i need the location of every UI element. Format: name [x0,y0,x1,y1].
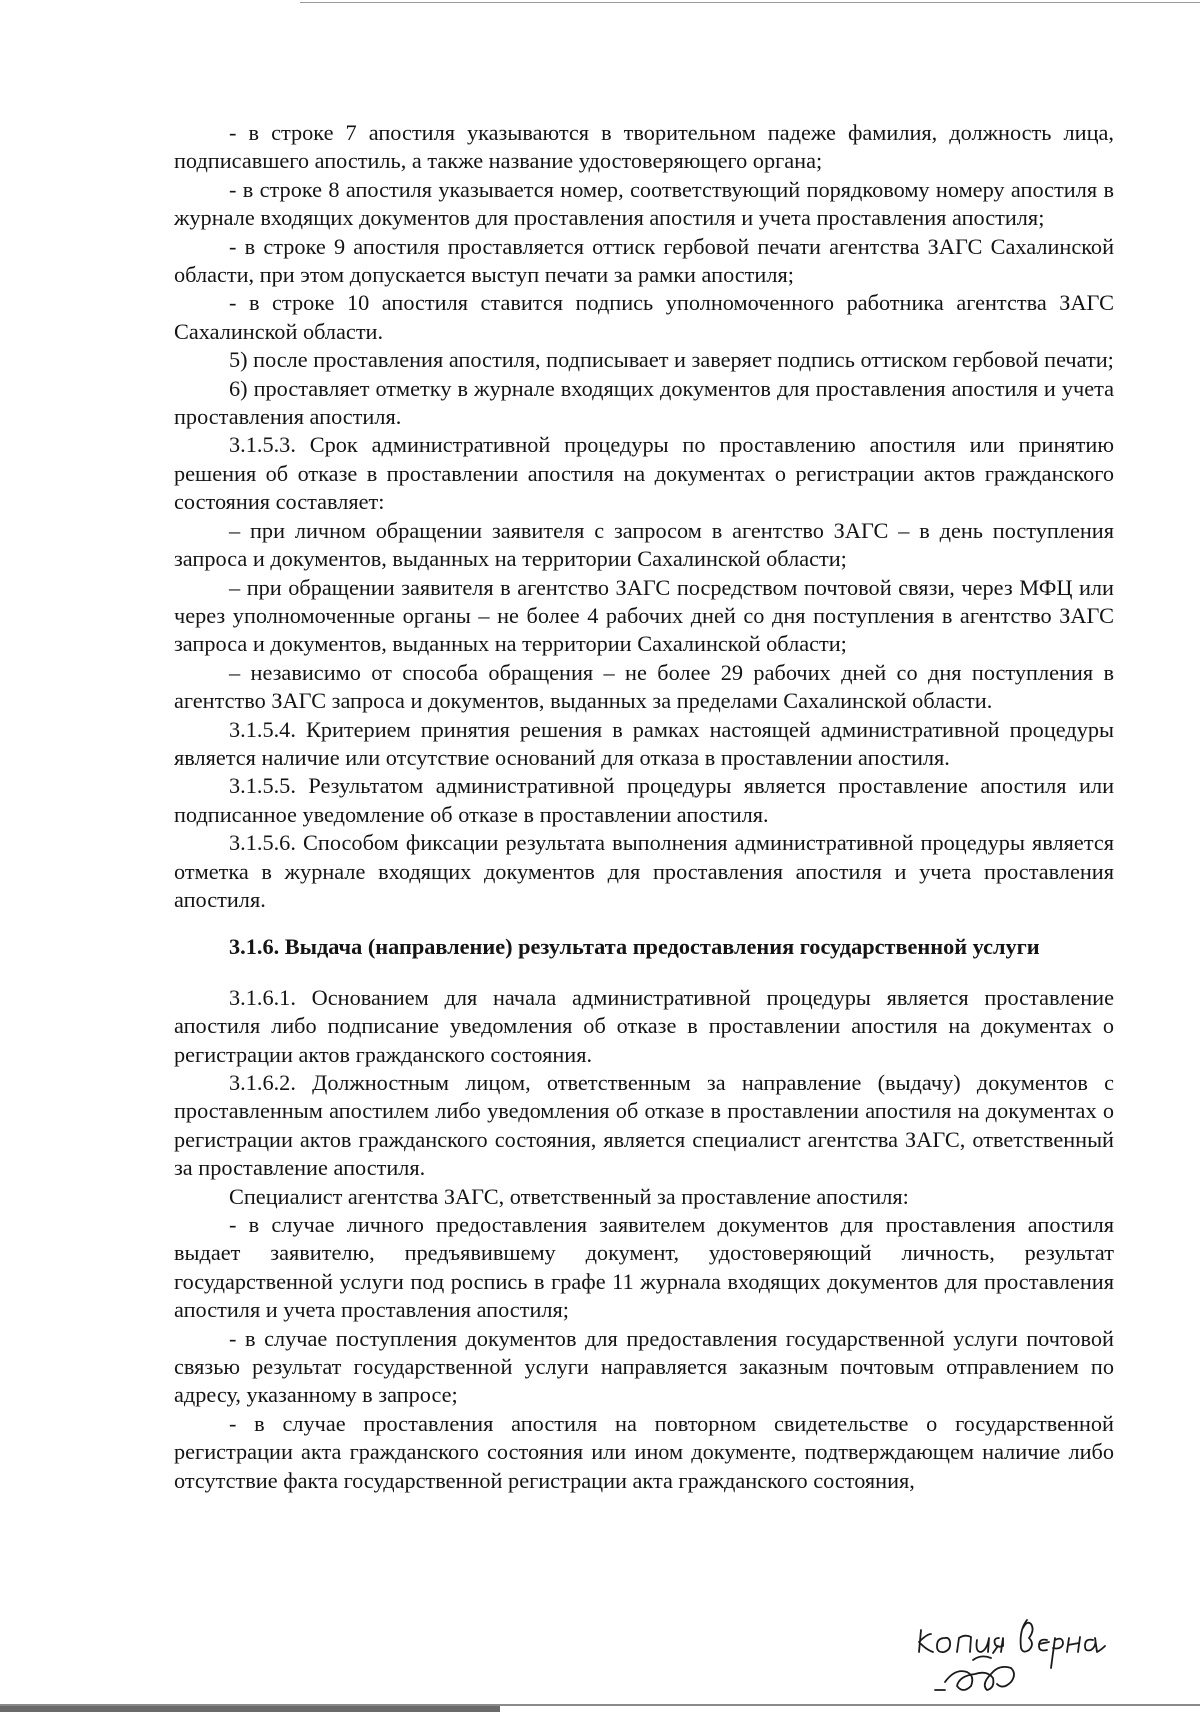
paragraph-step-6: 6) проставляет отметку в журнале входящих документов для проставления апостиля и учета проставления апостиля. [174,375,1114,430]
paragraph-step-5: 5) после проставления апостиля, подписывает и заверяет подпись оттиском гербовой печати; [229,347,1114,373]
paragraph-deadline-postal: – при обращении заявителя в агентство ЗАГС посредством почтовой связи, через МФЦ или через уполномоченные органы – не более 4 рабочих дней со дня поступления в агентство ЗАГС запроса и документов, выданных на территории Сахалинской области; [174,574,1114,657]
document-page [174,119,1114,1495]
scan-edge-bottom-shadow [0,1706,500,1712]
handwritten-certification-signature [915,1590,1145,1700]
paragraph-3-1-6-2: 3.1.6.2. Должностным лицом, ответственным за направление (выдачу) документов с проставленным апостилем либо уведомления об отказе в проставлении апостиля на документах о регистрации актов гражданского состояния, является специалист агентства ЗАГС, ответственный за проставление апостиля. [174,1070,1114,1181]
paragraph-3-1-5-6: 3.1.5.6. Способом фиксации результата выполнения административной процедуры является отметка в журнале входящих документов для проставления апостиля и учета проставления апостиля. [174,830,1114,912]
paragraph-3-1-6-1: 3.1.6.1. Основанием для начала административной процедуры является проставление апостиля либо подписание уведомления об отказе в проставлении апостиля на документах о регистрации актов гражданского состояния. [174,984,1114,1067]
paragraph-deadline-personal: – при личном обращении заявителя с запросом в агентство ЗАГС – в день поступления запроса и документов, выданных на территории Сахалинской области; [174,517,1114,572]
paragraph-line7: - в строке 7 апостиля указываются в творительном падеже фамилия, должность лица, подписавшего апостиль, а также название удостоверяющего органа; [174,120,1114,174]
paragraph-specialist: Специалист агентства ЗАГС, ответственный за проставление апостиля: [229,1183,909,1209]
paragraph-deadline-any: – независимо от способа обращения – не более 29 рабочих дней со дня поступления в агентство ЗАГС запроса и документов, выданных за пределами Сахалинской области. [174,659,1114,714]
paragraph-3-1-5-4: 3.1.5.4. Критерием принятия решения в рамках настоящей административной процедуры является наличие или отсутствие оснований для отказа в проставлении апостиля. [174,716,1114,770]
paragraph-postal-issue: - в случае поступления документов для предоставления государственной услуги почтовой связью результат государственной услуги направляется заказным почтовым отправлением по адресу, указанному в запросе; [174,1325,1114,1408]
paragraph-3-1-5-3: 3.1.5.3. Срок административной процедуры по проставлению апостиля или принятию решения об отказе в проставлении апостиля на документах о регистрации актов гражданского состояния составляет: [174,432,1114,515]
paragraph-line8: - в строке 8 апостиля указывается номер, соответствующий порядковому номеру апостиля в журнале входящих документов для проставления апостиля и учета проставления апостиля; [174,176,1114,231]
section-heading-3-1-6: 3.1.6. Выдача (направление) результата предоставления государственной услуги [229,934,1040,960]
paragraph-line10: - в строке 10 апостиля ставится подпись уполномоченного работника агентства ЗАГС Сахалинской области. [174,290,1114,344]
paragraph-3-1-5-5: 3.1.5.5. Результатом административной процедуры является проставление апостиля или подписанное уведомление об отказе в проставлении апостиля. [174,773,1114,827]
paragraph-personal-issue: - в случае личного предоставления заявителем документов для проставления апостиля выдает заявителю, предъявившему документ, удостоверяющий личность, результат государственной услуги под роспись в графе 11 журнала входящих документов для проставления апостиля и учета проставления апостиля; [174,1212,1114,1323]
paragraph-repeat-certificate: - в случае проставления апостиля на повторном свидетельстве о государственной регистрации акта гражданского состояния или ином документе, подтверждающем наличие либо отсутствие факта государственной регистрации акта гражданского состояния, [174,1410,1114,1493]
paragraph-line9: - в строке 9 апостиля проставляется оттиск гербовой печати агентства ЗАГС Сахалинской области, при этом допускается выступ печати за рамки апостиля; [174,233,1114,288]
scan-edge-top [300,2,1200,3]
